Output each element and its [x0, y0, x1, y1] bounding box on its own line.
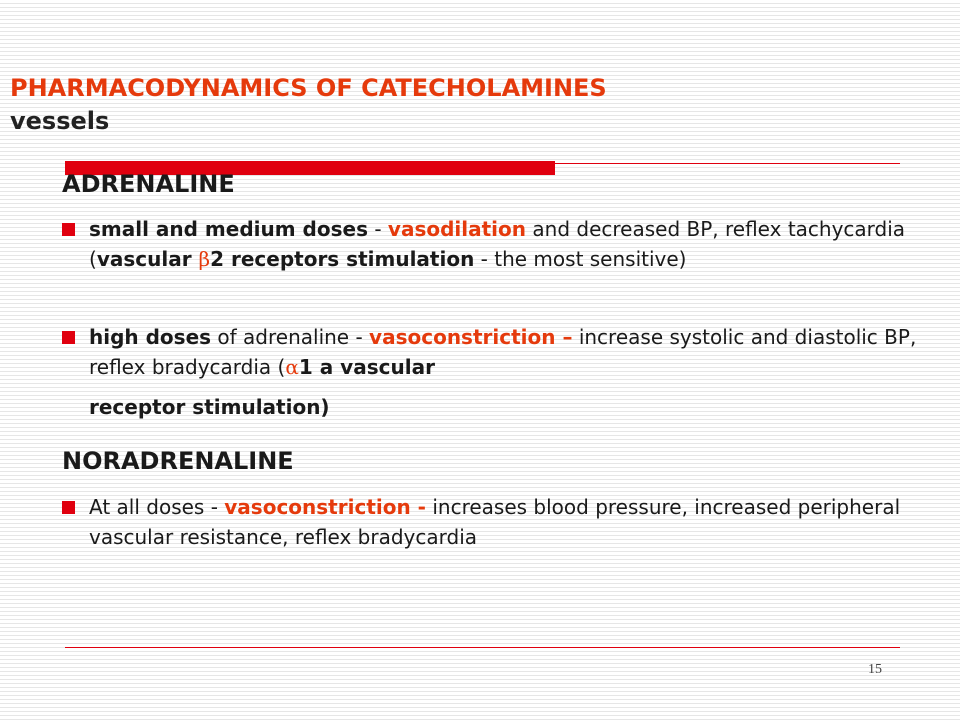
square-bullet-icon — [62, 331, 75, 344]
bottom-divider — [65, 647, 900, 648]
term-small-medium-doses: small and medium doses — [89, 217, 368, 241]
title-line-2: vessels — [10, 107, 110, 135]
slide-title — [10, 72, 607, 138]
beta-symbol: β — [198, 247, 211, 271]
term-vasoconstriction: vasoconstriction – — [369, 325, 573, 349]
section-heading-adrenaline: ADRENALINE — [62, 170, 235, 198]
text-segment: and decreased BP, reflex tachycardia ( — [89, 217, 906, 271]
bullet-text — [89, 322, 922, 422]
bullet-text — [89, 492, 922, 552]
term-vasodilation: vasodilation — [387, 217, 527, 241]
section-heading-noradrenaline: NORADRENALINE — [62, 447, 294, 475]
square-bullet-icon — [62, 223, 75, 236]
term-vasoconstriction: vasoconstriction - — [224, 495, 426, 519]
term-receptors-stimulation: 2 receptors stimulation — [210, 247, 475, 271]
text-segment: increases blood pressure, increased peripheral vascular resistance, reflex bradycardia — [89, 495, 901, 549]
text-segment: increase systolic and diastolic BP, reflex bradycardia ( — [89, 325, 917, 379]
term-receptor-stimulation: receptor stimulation) — [89, 395, 330, 419]
term-vascular: vascular — [96, 247, 199, 271]
term-high-doses: high doses — [89, 325, 212, 349]
top-divider — [555, 163, 900, 164]
text-segment: - — [367, 217, 388, 241]
text-segment: At all doses - — [89, 495, 225, 519]
page-number: 15 — [868, 662, 882, 677]
text-segment: of adrenaline - — [211, 325, 370, 349]
bullet-text — [89, 214, 922, 274]
term-alpha-vascular: 1 a vascular — [298, 355, 435, 379]
bullet-adrenaline-low-dose — [62, 214, 922, 274]
bullet-noradrenaline-all-doses — [62, 492, 922, 552]
bullet-adrenaline-high-dose — [62, 322, 922, 422]
alpha-symbol: α — [285, 355, 299, 379]
square-bullet-icon — [62, 501, 75, 514]
title-line-1: PHARMACODYNAMICS OF CATECHOLAMINES — [10, 74, 607, 102]
text-segment: - the most sensitive) — [474, 247, 687, 271]
